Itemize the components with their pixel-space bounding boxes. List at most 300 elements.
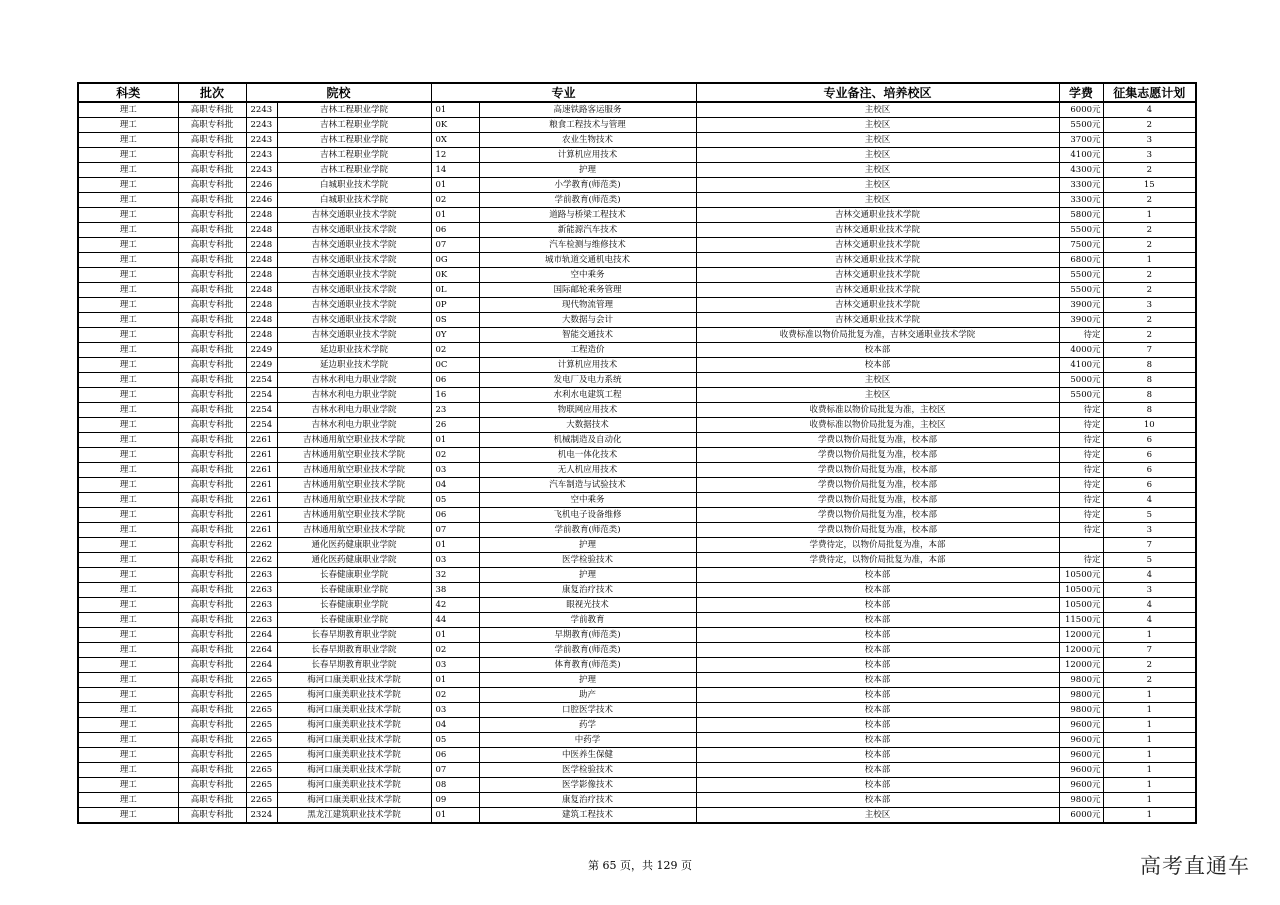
table-row <box>78 102 1196 118</box>
header-batch: 批次 <box>178 83 246 102</box>
cell-category: 理工 <box>78 133 178 148</box>
table-row <box>78 133 1196 148</box>
cell-batch: 高职专科批 <box>178 358 246 373</box>
cell-major-code: 06 <box>431 748 479 763</box>
cell-major-name: 眼视光技术 <box>479 598 696 613</box>
table-row <box>78 178 1196 193</box>
cell-major-name: 中药学 <box>479 733 696 748</box>
cell-plan: 1 <box>1103 763 1196 778</box>
table-row <box>78 538 1196 553</box>
cell-major-code: 32 <box>431 568 479 583</box>
cell-notes: 吉林交通职业技术学院 <box>696 283 1059 298</box>
cell-category: 理工 <box>78 553 178 568</box>
cell-plan: 4 <box>1103 102 1196 118</box>
cell-notes: 吉林交通职业技术学院 <box>696 208 1059 223</box>
cell-tuition: 10500元 <box>1059 583 1103 598</box>
cell-notes: 校本部 <box>696 688 1059 703</box>
cell-category: 理工 <box>78 643 178 658</box>
cell-tuition: 待定 <box>1059 553 1103 568</box>
cell-school-code: 2262 <box>246 553 277 568</box>
table-row <box>78 448 1196 463</box>
cell-major-code: 01 <box>431 102 479 118</box>
cell-plan: 6 <box>1103 463 1196 478</box>
cell-major-name: 护理 <box>479 568 696 583</box>
table-row <box>78 478 1196 493</box>
cell-major-code: 0L <box>431 283 479 298</box>
cell-batch: 高职专科批 <box>178 433 246 448</box>
cell-major-code: 03 <box>431 463 479 478</box>
cell-school-code: 2265 <box>246 718 277 733</box>
cell-notes: 校本部 <box>696 658 1059 673</box>
cell-school-code: 2263 <box>246 613 277 628</box>
cell-batch: 高职专科批 <box>178 238 246 253</box>
cell-notes: 主校区 <box>696 163 1059 178</box>
cell-major-code: 02 <box>431 688 479 703</box>
cell-plan: 2 <box>1103 193 1196 208</box>
cell-batch: 高职专科批 <box>178 418 246 433</box>
cell-category: 理工 <box>78 403 178 418</box>
table-row <box>78 553 1196 568</box>
cell-major-name: 大数据技术 <box>479 418 696 433</box>
cell-major-name: 无人机应用技术 <box>479 463 696 478</box>
cell-major-code: 06 <box>431 508 479 523</box>
cell-batch: 高职专科批 <box>178 343 246 358</box>
cell-school-name: 吉林工程职业学院 <box>277 163 431 178</box>
cell-category: 理工 <box>78 208 178 223</box>
cell-tuition: 3300元 <box>1059 178 1103 193</box>
cell-major-name: 医学检验技术 <box>479 553 696 568</box>
cell-batch: 高职专科批 <box>178 793 246 808</box>
cell-school-code: 2263 <box>246 598 277 613</box>
table-row <box>78 343 1196 358</box>
cell-category: 理工 <box>78 808 178 824</box>
cell-tuition: 4300元 <box>1059 163 1103 178</box>
cell-school-code: 2262 <box>246 538 277 553</box>
cell-major-code: 07 <box>431 763 479 778</box>
cell-notes: 校本部 <box>696 748 1059 763</box>
cell-major-code: 02 <box>431 448 479 463</box>
cell-notes: 校本部 <box>696 628 1059 643</box>
cell-category: 理工 <box>78 268 178 283</box>
cell-batch: 高职专科批 <box>178 478 246 493</box>
table-row <box>78 388 1196 403</box>
cell-notes: 校本部 <box>696 673 1059 688</box>
cell-plan: 3 <box>1103 298 1196 313</box>
cell-school-code: 2246 <box>246 193 277 208</box>
table-row <box>78 808 1196 824</box>
cell-tuition: 6000元 <box>1059 808 1103 824</box>
table-row <box>78 418 1196 433</box>
cell-plan: 2 <box>1103 268 1196 283</box>
cell-school-name: 吉林交通职业技术学院 <box>277 328 431 343</box>
cell-school-name: 延边职业技术学院 <box>277 358 431 373</box>
cell-tuition: 3900元 <box>1059 298 1103 313</box>
cell-tuition: 9800元 <box>1059 793 1103 808</box>
cell-notes: 校本部 <box>696 778 1059 793</box>
cell-tuition: 4100元 <box>1059 358 1103 373</box>
cell-major-name: 物联网应用技术 <box>479 403 696 418</box>
cell-batch: 高职专科批 <box>178 808 246 824</box>
table-row <box>78 718 1196 733</box>
cell-school-name: 吉林通用航空职业技术学院 <box>277 508 431 523</box>
cell-school-name: 吉林通用航空职业技术学院 <box>277 523 431 538</box>
cell-plan: 1 <box>1103 628 1196 643</box>
cell-plan: 6 <box>1103 433 1196 448</box>
cell-school-name: 吉林水利电力职业学院 <box>277 403 431 418</box>
cell-tuition: 4100元 <box>1059 148 1103 163</box>
cell-school-code: 2265 <box>246 703 277 718</box>
table-row <box>78 163 1196 178</box>
cell-category: 理工 <box>78 223 178 238</box>
header-category: 科类 <box>78 83 178 102</box>
cell-category: 理工 <box>78 718 178 733</box>
cell-batch: 高职专科批 <box>178 298 246 313</box>
cell-school-code: 2243 <box>246 163 277 178</box>
cell-batch: 高职专科批 <box>178 403 246 418</box>
table-row <box>78 208 1196 223</box>
cell-category: 理工 <box>78 778 178 793</box>
cell-school-name: 通化医药健康职业学院 <box>277 553 431 568</box>
cell-major-name: 康复治疗技术 <box>479 583 696 598</box>
cell-batch: 高职专科批 <box>178 508 246 523</box>
cell-category: 理工 <box>78 343 178 358</box>
cell-school-code: 2264 <box>246 628 277 643</box>
cell-major-name: 大数据与会计 <box>479 313 696 328</box>
cell-major-code: 0K <box>431 118 479 133</box>
cell-batch: 高职专科批 <box>178 193 246 208</box>
cell-batch: 高职专科批 <box>178 583 246 598</box>
cell-batch: 高职专科批 <box>178 463 246 478</box>
cell-major-name: 机械制造及自动化 <box>479 433 696 448</box>
cell-major-code: 38 <box>431 583 479 598</box>
cell-major-code: 03 <box>431 703 479 718</box>
cell-category: 理工 <box>78 613 178 628</box>
enrollment-plan-table <box>77 82 1197 824</box>
cell-major-name: 汽车制造与试验技术 <box>479 478 696 493</box>
cell-category: 理工 <box>78 238 178 253</box>
cell-category: 理工 <box>78 193 178 208</box>
cell-category: 理工 <box>78 748 178 763</box>
cell-category: 理工 <box>78 703 178 718</box>
cell-major-code: 06 <box>431 373 479 388</box>
cell-plan: 2 <box>1103 313 1196 328</box>
cell-plan: 1 <box>1103 733 1196 748</box>
cell-school-name: 梅河口康美职业技术学院 <box>277 763 431 778</box>
cell-plan: 7 <box>1103 343 1196 358</box>
cell-tuition: 9800元 <box>1059 703 1103 718</box>
table-row <box>78 283 1196 298</box>
cell-batch: 高职专科批 <box>178 373 246 388</box>
cell-school-name: 梅河口康美职业技术学院 <box>277 793 431 808</box>
cell-school-code: 2248 <box>246 223 277 238</box>
cell-school-name: 梅河口康美职业技术学院 <box>277 703 431 718</box>
cell-category: 理工 <box>78 598 178 613</box>
cell-school-code: 2248 <box>246 253 277 268</box>
table-row <box>78 508 1196 523</box>
cell-category: 理工 <box>78 283 178 298</box>
cell-tuition: 9600元 <box>1059 763 1103 778</box>
cell-major-name: 小学教育(师范类) <box>479 178 696 193</box>
cell-school-code: 2248 <box>246 298 277 313</box>
cell-major-code: 16 <box>431 388 479 403</box>
cell-notes: 校本部 <box>696 343 1059 358</box>
cell-school-code: 2248 <box>246 313 277 328</box>
cell-category: 理工 <box>78 328 178 343</box>
cell-school-code: 2248 <box>246 283 277 298</box>
cell-plan: 4 <box>1103 613 1196 628</box>
cell-tuition: 10500元 <box>1059 598 1103 613</box>
cell-batch: 高职专科批 <box>178 283 246 298</box>
table-row <box>78 493 1196 508</box>
cell-notes: 吉林交通职业技术学院 <box>696 313 1059 328</box>
watermark-logo: 高考直通车 <box>1140 854 1250 878</box>
cell-major-code: 0Y <box>431 328 479 343</box>
table-row <box>78 613 1196 628</box>
cell-tuition: 5500元 <box>1059 118 1103 133</box>
cell-school-name: 吉林通用航空职业技术学院 <box>277 493 431 508</box>
cell-batch: 高职专科批 <box>178 148 246 163</box>
cell-plan: 6 <box>1103 478 1196 493</box>
cell-notes: 学费以物价局批复为准，校本部 <box>696 433 1059 448</box>
cell-category: 理工 <box>78 508 178 523</box>
cell-batch: 高职专科批 <box>178 673 246 688</box>
table-row <box>78 118 1196 133</box>
cell-major-name: 工程造价 <box>479 343 696 358</box>
cell-category: 理工 <box>78 148 178 163</box>
cell-tuition: 待定 <box>1059 493 1103 508</box>
cell-major-name: 农业生物技术 <box>479 133 696 148</box>
cell-notes: 主校区 <box>696 118 1059 133</box>
cell-school-code: 2265 <box>246 748 277 763</box>
cell-category: 理工 <box>78 583 178 598</box>
cell-major-name: 国际邮轮乘务管理 <box>479 283 696 298</box>
cell-major-code: 08 <box>431 778 479 793</box>
cell-category: 理工 <box>78 373 178 388</box>
cell-major-code: 05 <box>431 493 479 508</box>
cell-batch: 高职专科批 <box>178 268 246 283</box>
cell-tuition: 5800元 <box>1059 208 1103 223</box>
cell-category: 理工 <box>78 628 178 643</box>
cell-school-code: 2248 <box>246 238 277 253</box>
cell-notes: 校本部 <box>696 718 1059 733</box>
cell-school-code: 2243 <box>246 148 277 163</box>
cell-school-code: 2243 <box>246 133 277 148</box>
cell-tuition: 待定 <box>1059 433 1103 448</box>
table-row <box>78 673 1196 688</box>
cell-category: 理工 <box>78 102 178 118</box>
cell-plan: 1 <box>1103 808 1196 824</box>
cell-category: 理工 <box>78 118 178 133</box>
cell-tuition: 待定 <box>1059 523 1103 538</box>
table-row <box>78 643 1196 658</box>
cell-major-code: 01 <box>431 808 479 824</box>
cell-school-code: 2248 <box>246 208 277 223</box>
cell-tuition: 待定 <box>1059 418 1103 433</box>
cell-category: 理工 <box>78 163 178 178</box>
cell-school-name: 黑龙江建筑职业技术学院 <box>277 808 431 824</box>
cell-notes: 吉林交通职业技术学院 <box>696 298 1059 313</box>
cell-batch: 高职专科批 <box>178 163 246 178</box>
cell-plan: 15 <box>1103 178 1196 193</box>
cell-major-code: 0X <box>431 133 479 148</box>
cell-plan: 8 <box>1103 403 1196 418</box>
cell-major-code: 01 <box>431 178 479 193</box>
cell-tuition: 9800元 <box>1059 688 1103 703</box>
cell-category: 理工 <box>78 523 178 538</box>
header-tuition: 学费 <box>1059 83 1103 102</box>
cell-school-code: 2249 <box>246 343 277 358</box>
cell-major-name: 学前教育(师范类) <box>479 193 696 208</box>
cell-school-name: 梅河口康美职业技术学院 <box>277 718 431 733</box>
cell-school-name: 吉林通用航空职业技术学院 <box>277 463 431 478</box>
cell-major-code: 26 <box>431 418 479 433</box>
cell-school-code: 2248 <box>246 268 277 283</box>
cell-school-code: 2261 <box>246 493 277 508</box>
cell-school-name: 吉林交通职业技术学院 <box>277 298 431 313</box>
cell-plan: 8 <box>1103 388 1196 403</box>
cell-major-code: 06 <box>431 223 479 238</box>
cell-school-name: 吉林水利电力职业学院 <box>277 418 431 433</box>
cell-tuition: 待定 <box>1059 448 1103 463</box>
cell-plan: 2 <box>1103 328 1196 343</box>
cell-notes: 校本部 <box>696 703 1059 718</box>
cell-batch: 高职专科批 <box>178 568 246 583</box>
cell-tuition: 12000元 <box>1059 658 1103 673</box>
cell-plan: 3 <box>1103 148 1196 163</box>
cell-tuition: 3300元 <box>1059 193 1103 208</box>
cell-plan: 1 <box>1103 748 1196 763</box>
cell-tuition: 12000元 <box>1059 643 1103 658</box>
cell-tuition <box>1059 538 1103 553</box>
table-row <box>78 778 1196 793</box>
cell-school-code: 2261 <box>246 523 277 538</box>
cell-school-name: 吉林通用航空职业技术学院 <box>277 448 431 463</box>
cell-school-code: 2254 <box>246 403 277 418</box>
table-row <box>78 268 1196 283</box>
table-row <box>78 328 1196 343</box>
cell-notes: 校本部 <box>696 598 1059 613</box>
cell-batch: 高职专科批 <box>178 133 246 148</box>
cell-batch: 高职专科批 <box>178 328 246 343</box>
table-row <box>78 433 1196 448</box>
table-row <box>78 223 1196 238</box>
cell-batch: 高职专科批 <box>178 628 246 643</box>
cell-notes: 学费以物价局批复为准，校本部 <box>696 463 1059 478</box>
cell-notes: 学费待定，以物价局批复为准，本部 <box>696 553 1059 568</box>
cell-notes: 学费以物价局批复为准，校本部 <box>696 523 1059 538</box>
cell-major-name: 现代物流管理 <box>479 298 696 313</box>
cell-major-code: 0C <box>431 358 479 373</box>
cell-major-code: 05 <box>431 733 479 748</box>
cell-tuition: 9600元 <box>1059 778 1103 793</box>
table-row <box>78 793 1196 808</box>
cell-school-code: 2261 <box>246 478 277 493</box>
cell-school-name: 长春健康职业学院 <box>277 568 431 583</box>
cell-category: 理工 <box>78 568 178 583</box>
cell-notes: 吉林交通职业技术学院 <box>696 253 1059 268</box>
cell-major-code: 07 <box>431 238 479 253</box>
cell-major-name: 医学检验技术 <box>479 763 696 778</box>
cell-plan: 2 <box>1103 283 1196 298</box>
cell-tuition: 3900元 <box>1059 313 1103 328</box>
cell-notes: 主校区 <box>696 808 1059 824</box>
cell-category: 理工 <box>78 658 178 673</box>
cell-school-name: 吉林工程职业学院 <box>277 102 431 118</box>
cell-school-code: 2248 <box>246 328 277 343</box>
cell-school-code: 2249 <box>246 358 277 373</box>
cell-notes: 主校区 <box>696 373 1059 388</box>
cell-batch: 高职专科批 <box>178 778 246 793</box>
cell-notes: 校本部 <box>696 733 1059 748</box>
cell-batch: 高职专科批 <box>178 102 246 118</box>
cell-tuition: 5500元 <box>1059 388 1103 403</box>
cell-school-code: 2254 <box>246 373 277 388</box>
cell-major-code: 0S <box>431 313 479 328</box>
cell-notes: 收费标准以物价局批复为准，主校区 <box>696 418 1059 433</box>
cell-notes: 收费标准以物价局批复为准，主校区 <box>696 403 1059 418</box>
cell-tuition: 3700元 <box>1059 133 1103 148</box>
cell-notes: 校本部 <box>696 358 1059 373</box>
cell-tuition: 9600元 <box>1059 733 1103 748</box>
cell-category: 理工 <box>78 448 178 463</box>
cell-notes: 学费以物价局批复为准，校本部 <box>696 493 1059 508</box>
cell-notes: 学费以物价局批复为准，校本部 <box>696 478 1059 493</box>
cell-major-name: 口腔医学技术 <box>479 703 696 718</box>
cell-major-name: 学前教育 <box>479 613 696 628</box>
cell-school-name: 梅河口康美职业技术学院 <box>277 673 431 688</box>
cell-school-name: 长春早期教育职业学院 <box>277 643 431 658</box>
cell-tuition: 5500元 <box>1059 283 1103 298</box>
table-row <box>78 733 1196 748</box>
cell-major-code: 01 <box>431 628 479 643</box>
cell-category: 理工 <box>78 298 178 313</box>
cell-major-name: 护理 <box>479 538 696 553</box>
cell-school-name: 吉林水利电力职业学院 <box>277 373 431 388</box>
table-row <box>78 703 1196 718</box>
table-row <box>78 253 1196 268</box>
cell-major-code: 0G <box>431 253 479 268</box>
table-row <box>78 568 1196 583</box>
cell-school-name: 白城职业技术学院 <box>277 178 431 193</box>
table-row <box>78 748 1196 763</box>
cell-tuition: 9600元 <box>1059 748 1103 763</box>
cell-category: 理工 <box>78 253 178 268</box>
cell-category: 理工 <box>78 178 178 193</box>
cell-major-code: 02 <box>431 643 479 658</box>
cell-major-name: 体育教育(师范类) <box>479 658 696 673</box>
cell-plan: 1 <box>1103 703 1196 718</box>
cell-tuition: 9600元 <box>1059 718 1103 733</box>
cell-tuition: 12000元 <box>1059 628 1103 643</box>
cell-notes: 主校区 <box>696 178 1059 193</box>
cell-major-name: 发电厂及电力系统 <box>479 373 696 388</box>
cell-plan: 1 <box>1103 778 1196 793</box>
cell-category: 理工 <box>78 733 178 748</box>
cell-major-code: 03 <box>431 658 479 673</box>
cell-batch: 高职专科批 <box>178 448 246 463</box>
cell-plan: 1 <box>1103 253 1196 268</box>
cell-school-code: 2265 <box>246 688 277 703</box>
cell-plan: 4 <box>1103 568 1196 583</box>
cell-plan: 1 <box>1103 208 1196 223</box>
cell-school-name: 吉林交通职业技术学院 <box>277 268 431 283</box>
cell-notes: 主校区 <box>696 133 1059 148</box>
table-row <box>78 193 1196 208</box>
cell-school-code: 2254 <box>246 388 277 403</box>
cell-major-code: 14 <box>431 163 479 178</box>
cell-plan: 8 <box>1103 373 1196 388</box>
cell-notes: 学费以物价局批复为准，校本部 <box>696 508 1059 523</box>
